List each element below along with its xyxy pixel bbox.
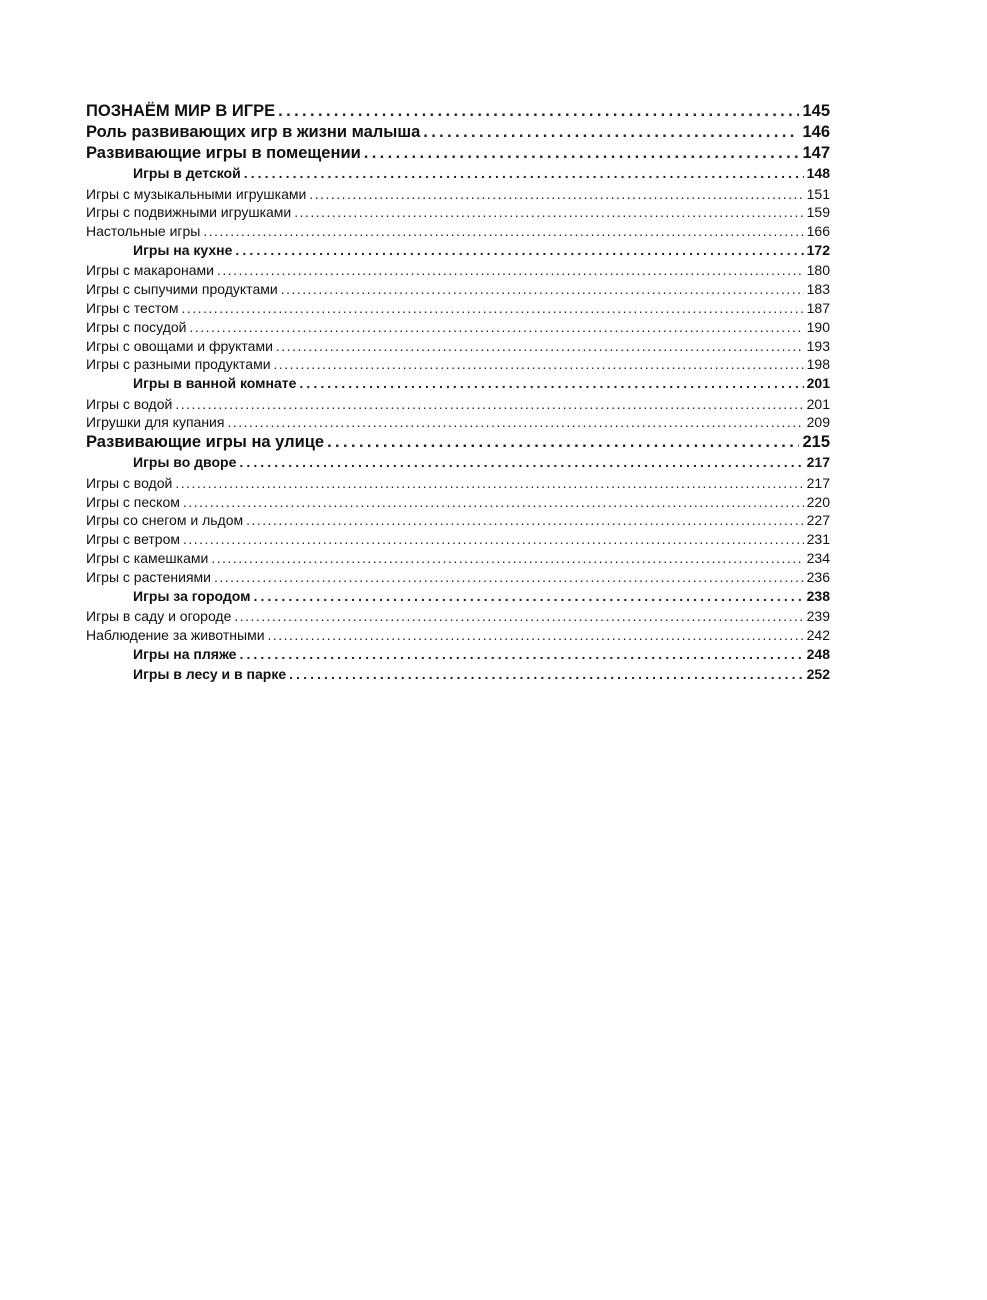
toc-page-number: 252 <box>806 666 830 683</box>
toc-dot-leader <box>309 186 803 202</box>
toc-page-number: 217 <box>806 454 830 471</box>
toc-subsection-heading <box>86 588 830 609</box>
toc-dot-leader <box>423 123 799 142</box>
toc-entry <box>86 512 830 531</box>
toc-entry <box>86 550 830 569</box>
toc-dot-leader <box>253 588 803 604</box>
toc-entry-title: Игры на пляже <box>133 645 237 662</box>
toc-entry <box>86 281 830 300</box>
toc-entry <box>86 223 830 242</box>
toc-page-number: 248 <box>806 645 830 662</box>
toc-page-number: 190 <box>806 318 830 335</box>
toc-subsection-heading <box>86 165 830 186</box>
toc-entry <box>86 262 830 281</box>
toc-dot-leader <box>281 281 804 297</box>
toc-page-number: 193 <box>806 337 830 354</box>
toc-page-number: 231 <box>806 531 830 548</box>
toc-entry-title: Игрушки для купания <box>86 414 225 431</box>
toc-subsection-heading <box>86 666 830 687</box>
toc-entry-title: Настольные игры <box>86 223 201 240</box>
toc-dot-leader <box>183 531 804 547</box>
toc-entry-title: Игры с тестом <box>86 299 179 316</box>
toc-page-number: 227 <box>806 512 830 529</box>
toc-dot-leader <box>364 144 800 163</box>
toc-dot-leader <box>239 646 803 662</box>
toc-page-number: 183 <box>806 281 830 298</box>
toc-entry-title: Наблюдение за животными <box>86 626 265 643</box>
toc-page-number: 151 <box>806 185 830 202</box>
toc-entry-title: Игры с подвижными игрушками <box>86 204 292 221</box>
toc-page-number: 159 <box>806 204 830 221</box>
toc-page-number: 209 <box>806 414 830 431</box>
toc-entry-title: Игры в детской <box>133 165 241 181</box>
toc-section-heading <box>86 123 830 144</box>
toc-dot-leader <box>189 319 803 335</box>
toc-entry <box>86 319 830 338</box>
toc-entry-title: Развивающие игры в помещении <box>86 144 361 162</box>
toc-subsection-heading <box>86 646 830 667</box>
toc-entry-title: Игры со снегом и льдом <box>86 512 244 529</box>
toc-dot-leader <box>175 475 803 491</box>
toc-subsection-heading <box>86 242 830 263</box>
toc-subsection-heading <box>86 454 830 475</box>
toc-entry-title: Развивающие игры на улице <box>86 433 325 452</box>
toc-dot-leader <box>211 550 803 566</box>
toc-page-number: 148 <box>806 165 830 181</box>
toc-entry-title: Игры в ванной комнате <box>133 375 297 392</box>
toc-entry-title: Игры на кухне <box>133 241 233 258</box>
table-of-contents <box>86 102 830 687</box>
toc-page-number: 198 <box>806 356 830 373</box>
toc-page-number: 236 <box>806 568 830 585</box>
toc-page-number: 217 <box>806 474 830 491</box>
toc-dot-leader <box>182 300 804 316</box>
toc-dot-leader <box>299 375 803 391</box>
toc-entry <box>86 531 830 550</box>
toc-entry-title: Игры с ветром <box>86 531 181 548</box>
toc-entry-title: Игры в лесу и в парке <box>133 666 287 683</box>
toc-page-number: 172 <box>806 241 830 258</box>
toc-entry <box>86 300 830 319</box>
toc-entry <box>86 494 830 513</box>
toc-page-number: 166 <box>806 223 830 240</box>
toc-entry-title: Игры с камешками <box>86 549 209 566</box>
toc-entry-title: Игры с музыкальными игрушками <box>86 185 307 202</box>
toc-entry <box>86 475 830 494</box>
toc-dot-leader <box>175 396 803 412</box>
toc-dot-leader <box>183 494 804 510</box>
toc-entry <box>86 608 830 627</box>
toc-entry <box>86 414 830 433</box>
toc-page-number: 239 <box>806 608 830 625</box>
toc-entry-title: Игры с овощами и фруктами <box>86 337 273 354</box>
toc-entry-title: ПОЗНАЁМ МИР В ИГРЕ <box>86 102 276 120</box>
toc-section-heading <box>86 433 830 454</box>
toc-entry <box>86 186 830 205</box>
toc-entry-title: Игры с разными продуктами <box>86 356 271 373</box>
toc-page-number: 187 <box>806 299 830 316</box>
toc-dot-leader <box>274 356 804 372</box>
toc-dot-leader <box>246 512 804 528</box>
toc-entry <box>86 569 830 588</box>
toc-page-number: 147 <box>802 144 830 162</box>
toc-page-number: 146 <box>802 123 830 141</box>
toc-page-number: 215 <box>802 433 830 452</box>
toc-dot-leader <box>327 433 799 452</box>
toc-entry-title: Игры с растениями <box>86 568 211 585</box>
toc-entry <box>86 338 830 357</box>
toc-page-number: 220 <box>806 493 830 510</box>
toc-dot-leader <box>289 666 804 682</box>
toc-entry-title: Игры в саду и огороде <box>86 608 232 625</box>
toc-page-number: 234 <box>806 549 830 566</box>
toc-section-heading <box>86 144 830 165</box>
toc-page-number: 201 <box>806 395 830 412</box>
toc-entry <box>86 396 830 415</box>
toc-entry-title: Игры с водой <box>86 474 173 491</box>
toc-entry <box>86 627 830 646</box>
toc-entry-title: Игры с макаронами <box>86 262 214 279</box>
toc-entry <box>86 356 830 375</box>
toc-dot-leader <box>203 223 803 239</box>
toc-subsection-heading <box>86 375 830 396</box>
toc-dot-leader <box>244 165 804 181</box>
toc-entry-title: Игры во дворе <box>133 454 237 471</box>
toc-dot-leader <box>268 627 804 643</box>
toc-entry-title: Игры за городом <box>133 587 251 604</box>
toc-dot-leader <box>214 569 804 585</box>
toc-entry-title: Игры с песком <box>86 493 180 510</box>
toc-dot-leader <box>217 262 804 278</box>
toc-dot-leader <box>239 454 803 470</box>
toc-dot-leader <box>227 414 803 430</box>
toc-section-heading <box>86 102 830 123</box>
toc-dot-leader <box>235 242 803 258</box>
toc-page-number: 180 <box>806 262 830 279</box>
toc-entry-title: Игры с посудой <box>86 318 187 335</box>
toc-dot-leader <box>278 102 799 121</box>
toc-entry-title: Роль развивающих игр в жизни малыша <box>86 123 421 141</box>
toc-dot-leader <box>276 338 804 354</box>
toc-dot-leader <box>294 204 803 220</box>
toc-entry <box>86 204 830 223</box>
toc-entry-title: Игры с сыпучими продуктами <box>86 281 278 298</box>
toc-page-number: 145 <box>802 102 830 120</box>
toc-page-number: 242 <box>806 626 830 643</box>
toc-entry-title: Игры с водой <box>86 395 173 412</box>
toc-dot-leader <box>234 608 803 624</box>
toc-page-number: 201 <box>806 375 830 392</box>
toc-page-number: 238 <box>806 587 830 604</box>
